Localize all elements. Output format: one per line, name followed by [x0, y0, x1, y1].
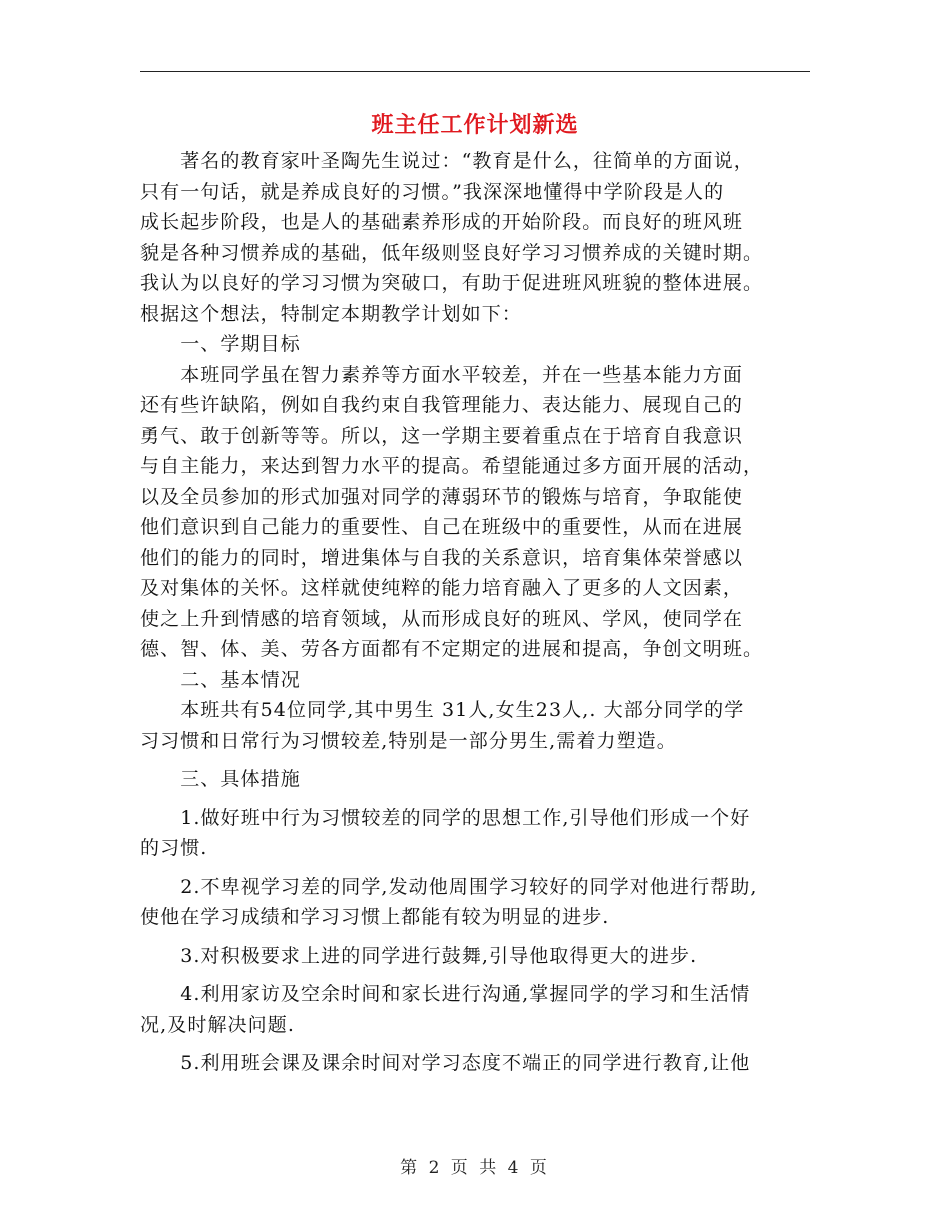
measure-item-2-line: 2.不卑视学习差的同学,发动他周围学习较好的同学对他进行帮助, — [140, 875, 758, 898]
paragraph-line: 著名的教育家叶圣陶先生说过：“教育是什么，往简单的方面说， — [140, 150, 754, 172]
spacer — [140, 971, 812, 979]
paragraph-line: 使之上升到情感的培育领域，从而形成良好的班风、学风，使同学在 — [140, 607, 744, 630]
paragraph-line: 勇气、敢于创新等等。所以，这一学期主要着重点在于培育自我意识 — [140, 424, 744, 447]
spacer — [140, 1040, 812, 1048]
section-heading-goals: 一、学期目标 — [140, 333, 301, 355]
measure-item-4-line: 况,及时解决问题. — [140, 1013, 295, 1036]
paragraph-line: 我认为以良好的学习习惯为突破口，有助于促进班风班貌的整体进展。 — [140, 272, 764, 294]
measure-item-3-line: 3.对积极要求上进的同学进行鼓舞,引导他取得更大的进步. — [140, 944, 698, 967]
document-body — [140, 146, 812, 1079]
header-rule — [140, 71, 810, 72]
paragraph-line: 成长起步阶段，也是人的基础素养形成的开始阶段。而良好的班风班 — [140, 211, 744, 233]
spacer — [140, 933, 812, 941]
section-heading-situation: 二、基本情况 — [140, 668, 301, 691]
paragraph-line: 他们的能力的同时，增进集体与自我的关系意识，培育集体荣誉感以 — [140, 546, 744, 569]
measure-item-1-line: 1.做好班中行为习惯较差的同学的思想工作,引导他们形成一个好 — [140, 806, 751, 829]
paragraph-line: 与自主能力，来达到智力水平的提高。希望能通过多方面开展的活动， — [140, 455, 764, 477]
document-title: 班主任工作计划新选 — [371, 112, 579, 138]
paragraph-line: 只有一句话，就是养成良好的习惯。”我深深地懂得中学阶段是人的 — [140, 180, 725, 203]
page-footer: 第 2 页 共 4 页 — [400, 1158, 550, 1178]
paragraph-line: 貌是各种习惯养成的基础，低年级则竖良好学习习惯养成的关键时期。 — [140, 241, 764, 264]
paragraph-line: 本班同学虽在智力素养等方面水平较差，并在一些基本能力方面 — [140, 363, 744, 386]
paragraph-line: 习习惯和日常行为习惯较差,特别是一部分男生,需着力塑造。 — [140, 729, 677, 752]
spacer — [140, 864, 812, 872]
paragraph-line: 德、智、体、美、劳各方面都有不定期定的进展和提高，争创文明班。 — [140, 638, 764, 660]
measure-item-2-line: 使他在学习成绩和学习习惯上都能有较为明显的进步. — [140, 906, 610, 928]
paragraph-line: 及对集体的关怀。这样就使纯粹的能力培育融入了更多的人文因素， — [140, 577, 744, 599]
spacer — [140, 756, 812, 764]
measure-item-1-line: 的习惯. — [140, 837, 208, 859]
paragraph-line: 他们意识到自己能力的重要性、自己在班级中的重要性，从而在进展 — [140, 516, 744, 538]
measure-item-4-line: 4.利用家访及空余时间和家长进行沟通,掌握同学的学习和生活情 — [140, 983, 751, 1005]
paragraph-line: 根据这个想法，特制定本期教学计划如下： — [140, 302, 522, 325]
paragraph-line: 本班共有54位同学,其中男生 31人,女生23人,. 大部分同学的学 — [140, 699, 745, 721]
spacer — [140, 795, 812, 803]
paragraph-line: 还有些许缺陷，例如自我约束自我管理能力、表达能力、展现自己的 — [140, 394, 744, 416]
paragraph-line: 以及全员参加的形式加强对同学的薄弱环节的锻炼与培育，争取能使 — [140, 485, 744, 508]
section-heading-measures: 三、具体措施 — [140, 768, 301, 790]
measure-item-5-line: 5.利用班会课及课余时间对学习态度不端正的同学进行教育,让他 — [140, 1052, 751, 1074]
